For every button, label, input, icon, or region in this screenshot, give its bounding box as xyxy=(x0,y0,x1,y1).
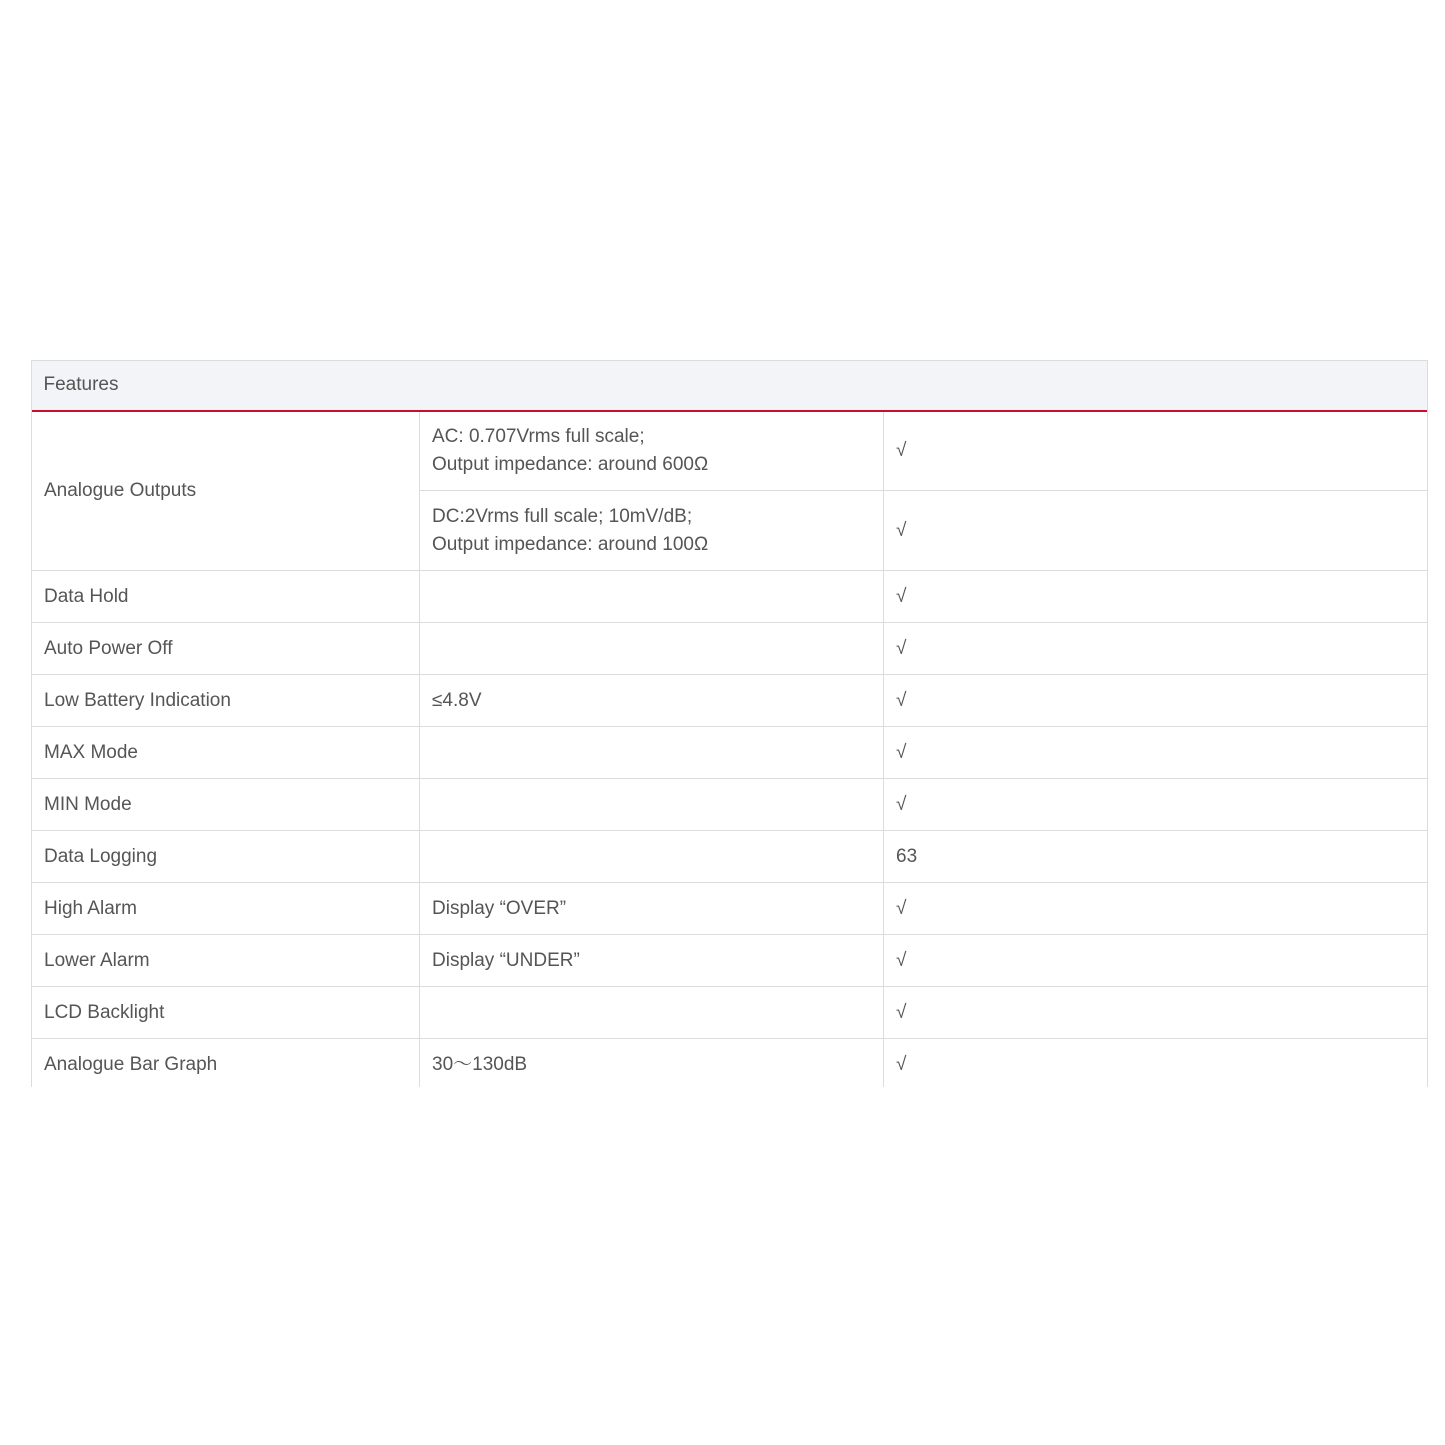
feature-cell: Data Logging xyxy=(32,831,420,883)
detail-line: Output impedance: around 100Ω xyxy=(432,533,709,555)
feature-cell: Auto Power Off xyxy=(32,623,420,675)
value-cell: √ xyxy=(884,571,1429,623)
feature-cell: High Alarm xyxy=(32,883,420,935)
feature-cell: Lower Alarm xyxy=(32,935,420,987)
value-cell: √ xyxy=(884,623,1429,675)
detail-cell xyxy=(420,987,884,1039)
detail-cell xyxy=(420,571,884,623)
value-cell: √ xyxy=(884,779,1429,831)
value-cell: √ xyxy=(884,1039,1429,1088)
detail-cell xyxy=(420,491,884,571)
features-table-container xyxy=(31,360,1428,1087)
table-row xyxy=(32,779,1429,831)
table-row xyxy=(32,411,1429,491)
value-cell: √ xyxy=(884,411,1429,491)
detail-cell xyxy=(420,411,884,491)
feature-cell: Analogue Outputs xyxy=(32,411,420,571)
feature-cell: Analogue Bar Graph xyxy=(32,1039,420,1088)
table-row xyxy=(32,883,1429,935)
table-header-row xyxy=(32,361,1429,411)
table-row xyxy=(32,831,1429,883)
table-row xyxy=(32,727,1429,779)
detail-line: AC: 0.707Vrms full scale; xyxy=(432,425,645,447)
detail-cell xyxy=(420,831,884,883)
table-row xyxy=(32,623,1429,675)
feature-cell: MIN Mode xyxy=(32,779,420,831)
detail-cell xyxy=(420,623,884,675)
detail-cell: Display “UNDER” xyxy=(420,935,884,987)
detail-cell: 30～130dB xyxy=(420,1039,884,1088)
features-table xyxy=(31,360,1428,1087)
table-row xyxy=(32,987,1429,1039)
detail-cell: Display “OVER” xyxy=(420,883,884,935)
value-cell: √ xyxy=(884,675,1429,727)
feature-cell: Low Battery Indication xyxy=(32,675,420,727)
detail-cell: ≤4.8V xyxy=(420,675,884,727)
feature-cell: MAX Mode xyxy=(32,727,420,779)
value-cell: √ xyxy=(884,727,1429,779)
feature-cell: Data Hold xyxy=(32,571,420,623)
table-row xyxy=(32,935,1429,987)
feature-cell: LCD Backlight xyxy=(32,987,420,1039)
value-cell: √ xyxy=(884,987,1429,1039)
detail-cell xyxy=(420,779,884,831)
table-row xyxy=(32,675,1429,727)
table-row xyxy=(32,571,1429,623)
detail-cell xyxy=(420,727,884,779)
detail-line: DC:2Vrms full scale; 10mV/dB; xyxy=(432,505,693,527)
value-cell: √ xyxy=(884,491,1429,571)
value-cell: √ xyxy=(884,883,1429,935)
value-cell: √ xyxy=(884,935,1429,987)
table-header-features: Features xyxy=(32,361,1429,411)
detail-line: Output impedance: around 600Ω xyxy=(432,453,709,475)
table-row xyxy=(32,1039,1429,1088)
value-cell: 63 xyxy=(884,831,1429,883)
